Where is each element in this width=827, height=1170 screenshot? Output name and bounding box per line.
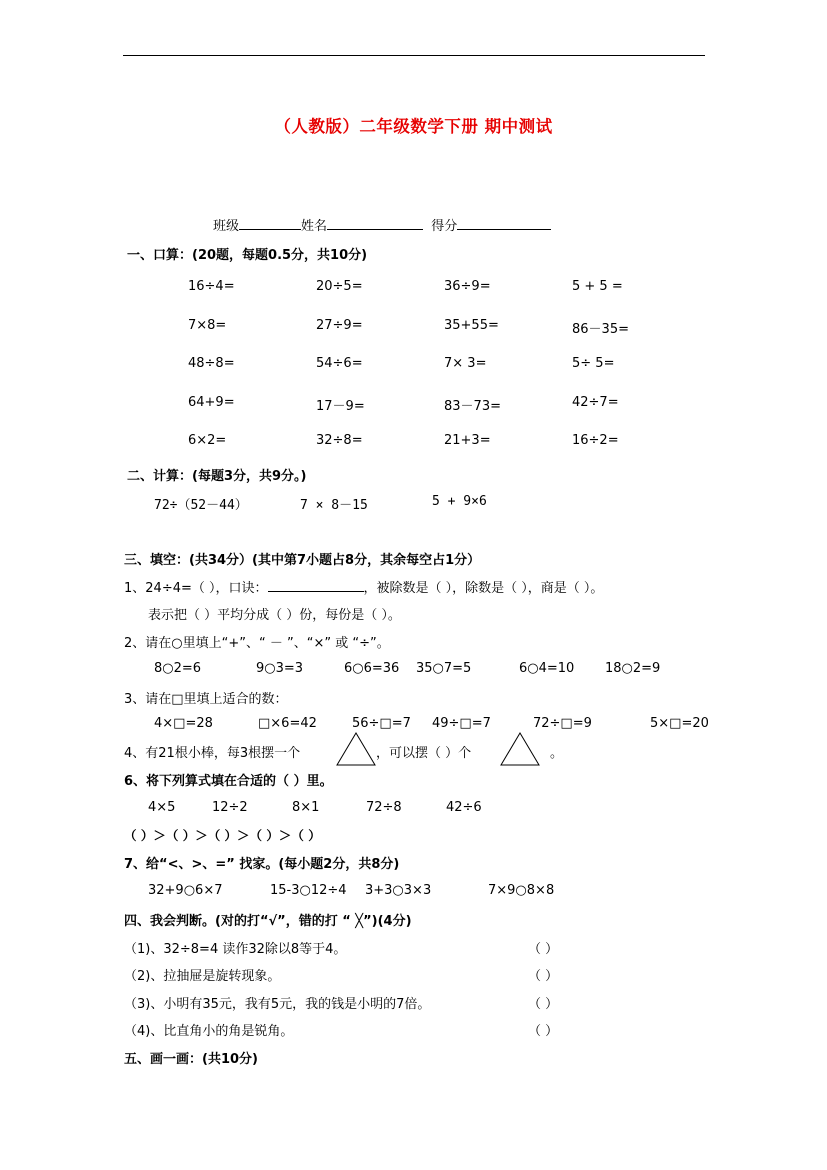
section3-heading: 三、填空：(共34分）(其中第7小题占8分，其余每空占1分） bbox=[124, 553, 481, 568]
s3-q1-line2: 表示把（ ）平均分成（ ）份，每份是（ ）。 bbox=[148, 608, 401, 623]
s1-r1c3: 86－35= bbox=[572, 322, 629, 337]
s3-q3-item-0: 4×□=28 bbox=[154, 716, 213, 731]
s1-r3c1: 17－9= bbox=[316, 399, 365, 414]
s2-item-0: 72÷（52－44） bbox=[154, 498, 248, 513]
s1-r2c1: 54÷6= bbox=[316, 356, 363, 371]
s3-q6-order-blanks[interactable]: （ ）＞（ ）＞（ ）＞（ ）＞（ ） bbox=[124, 828, 321, 843]
s3-q2-item-4: 6○4=10 bbox=[519, 661, 575, 676]
s3-q2-item-3: 35○7=5 bbox=[416, 661, 472, 676]
s3-q3-item-3: 49÷□=7 bbox=[432, 716, 491, 731]
s1-r3c2: 83－73= bbox=[444, 399, 501, 414]
s1-r0c2: 36÷9= bbox=[444, 279, 491, 294]
page-title: （人教版）二年级数学下册 期中测试 bbox=[274, 117, 553, 136]
s1-r4c1: 32÷8= bbox=[316, 433, 363, 448]
s3-q1-a: 1、24÷4=（ ），口诀： bbox=[124, 581, 268, 596]
s3-q6-item-2: 8×1 bbox=[292, 800, 320, 815]
name-label: 姓名 bbox=[301, 219, 328, 234]
s3-q2-item-5: 18○2=9 bbox=[605, 661, 661, 676]
s3-q6-item-3: 72÷8 bbox=[366, 800, 402, 815]
s4-paren-3[interactable]: （ ） bbox=[528, 1024, 559, 1039]
s1-r2c2: 7× 3= bbox=[444, 356, 487, 371]
s1-r1c1: 27÷9= bbox=[316, 318, 363, 333]
s4-paren-1[interactable]: （ ） bbox=[528, 969, 559, 984]
s4-item-0: （1)、32÷8=4 读作32除以8等于4。 bbox=[124, 942, 347, 957]
s3-q2-item-1: 9○3=3 bbox=[256, 661, 304, 676]
score-label: 得分 bbox=[431, 219, 458, 234]
name-blank[interactable] bbox=[327, 215, 423, 230]
s3-q7: 7、给“<、>、=” 找家。(每小题2分，共8分) bbox=[124, 857, 400, 872]
s2-item-1: 7 × 8－15 bbox=[300, 498, 368, 513]
s4-item-1: （2)、拉抽屉是旋转现象。 bbox=[124, 969, 281, 984]
s1-r0c3: 5 + 5 = bbox=[572, 279, 623, 294]
section1-heading: 一、口算：(20题，每题0.5分，共10分) bbox=[127, 248, 368, 263]
s3-q4-b: ，可以摆（ ）个 bbox=[376, 746, 472, 761]
s1-r3c3: 42÷7= bbox=[572, 395, 619, 410]
section5-heading: 五、画一画：(共10分) bbox=[124, 1052, 258, 1067]
s3-q7-item-3: 7×9○8×8 bbox=[488, 883, 555, 898]
s3-q4-a: 4、有21根小棒，每3根摆一个 bbox=[124, 746, 301, 761]
s4-paren-2[interactable]: （ ） bbox=[528, 997, 559, 1012]
s3-q7-item-2: 3+3○3×3 bbox=[365, 883, 432, 898]
s3-q6-item-0: 4×5 bbox=[148, 800, 176, 815]
s3-q6-item-4: 42÷6 bbox=[446, 800, 482, 815]
student-info bbox=[213, 215, 551, 234]
s1-r1c2: 35+55= bbox=[444, 318, 499, 333]
s1-r0c1: 20÷5= bbox=[316, 279, 363, 294]
s1-r2c0: 48÷8= bbox=[188, 356, 235, 371]
s3-q6: 6、将下列算式填在合适的（ ）里。 bbox=[124, 774, 333, 789]
s1-r1c0: 7×8= bbox=[188, 318, 227, 333]
s1-r3c0: 64+9= bbox=[188, 395, 235, 410]
s3-q3: 3、请在□里填上适合的数： bbox=[124, 692, 288, 707]
header-rule bbox=[123, 55, 705, 56]
score-blank[interactable] bbox=[457, 215, 551, 230]
s3-q3-item-5: 5×□=20 bbox=[650, 716, 709, 731]
s3-q1-rhyme-blank[interactable] bbox=[268, 577, 364, 592]
s4-item-2: （3)、小明有35元，我有5元，我的钱是小明的7倍。 bbox=[124, 997, 431, 1012]
s3-q2-item-2: 6○6=36 bbox=[344, 661, 400, 676]
triangle-icon bbox=[336, 732, 376, 766]
s3-q3-item-4: 72÷□=9 bbox=[533, 716, 592, 731]
s4-paren-0[interactable]: （ ） bbox=[528, 942, 559, 957]
s3-q4-c: 。 bbox=[550, 746, 564, 761]
s3-q1-b: ，被除数是（ ），除数是（ ），商是（ ）。 bbox=[363, 581, 604, 596]
s1-r4c2: 21+3= bbox=[444, 433, 491, 448]
class-label: 班级 bbox=[213, 219, 240, 234]
s3-q7-item-0: 32+9○6×7 bbox=[148, 883, 223, 898]
section2-heading: 二、计算：(每题3分，共9分。) bbox=[127, 469, 307, 484]
s3-q7-item-1: 15-3○12÷4 bbox=[270, 883, 347, 898]
s1-r4c0: 6×2= bbox=[188, 433, 227, 448]
class-blank[interactable] bbox=[239, 215, 301, 230]
s1-r4c3: 16÷2= bbox=[572, 433, 619, 448]
s3-q1 bbox=[124, 577, 603, 596]
s1-r0c0: 16÷4= bbox=[188, 279, 235, 294]
s3-q6-item-1: 12÷2 bbox=[212, 800, 248, 815]
s4-item-3: （4)、比直角小的角是锐角。 bbox=[124, 1024, 294, 1039]
triangle-icon bbox=[500, 732, 540, 766]
s2-item-2: 5 + 9×6 bbox=[432, 494, 487, 509]
s3-q3-item-1: □×6=42 bbox=[258, 716, 317, 731]
section4-heading: 四、我会判断。(对的打“√”，错的打 “ ╳”)(4分) bbox=[124, 914, 412, 929]
s3-q2: 2、请在○里填上“+”、“ － ”、“×” 或 “÷”。 bbox=[124, 636, 390, 651]
s1-r2c3: 5÷ 5= bbox=[572, 356, 615, 371]
s3-q2-item-0: 8○2=6 bbox=[154, 661, 202, 676]
s3-q3-item-2: 56÷□=7 bbox=[352, 716, 411, 731]
